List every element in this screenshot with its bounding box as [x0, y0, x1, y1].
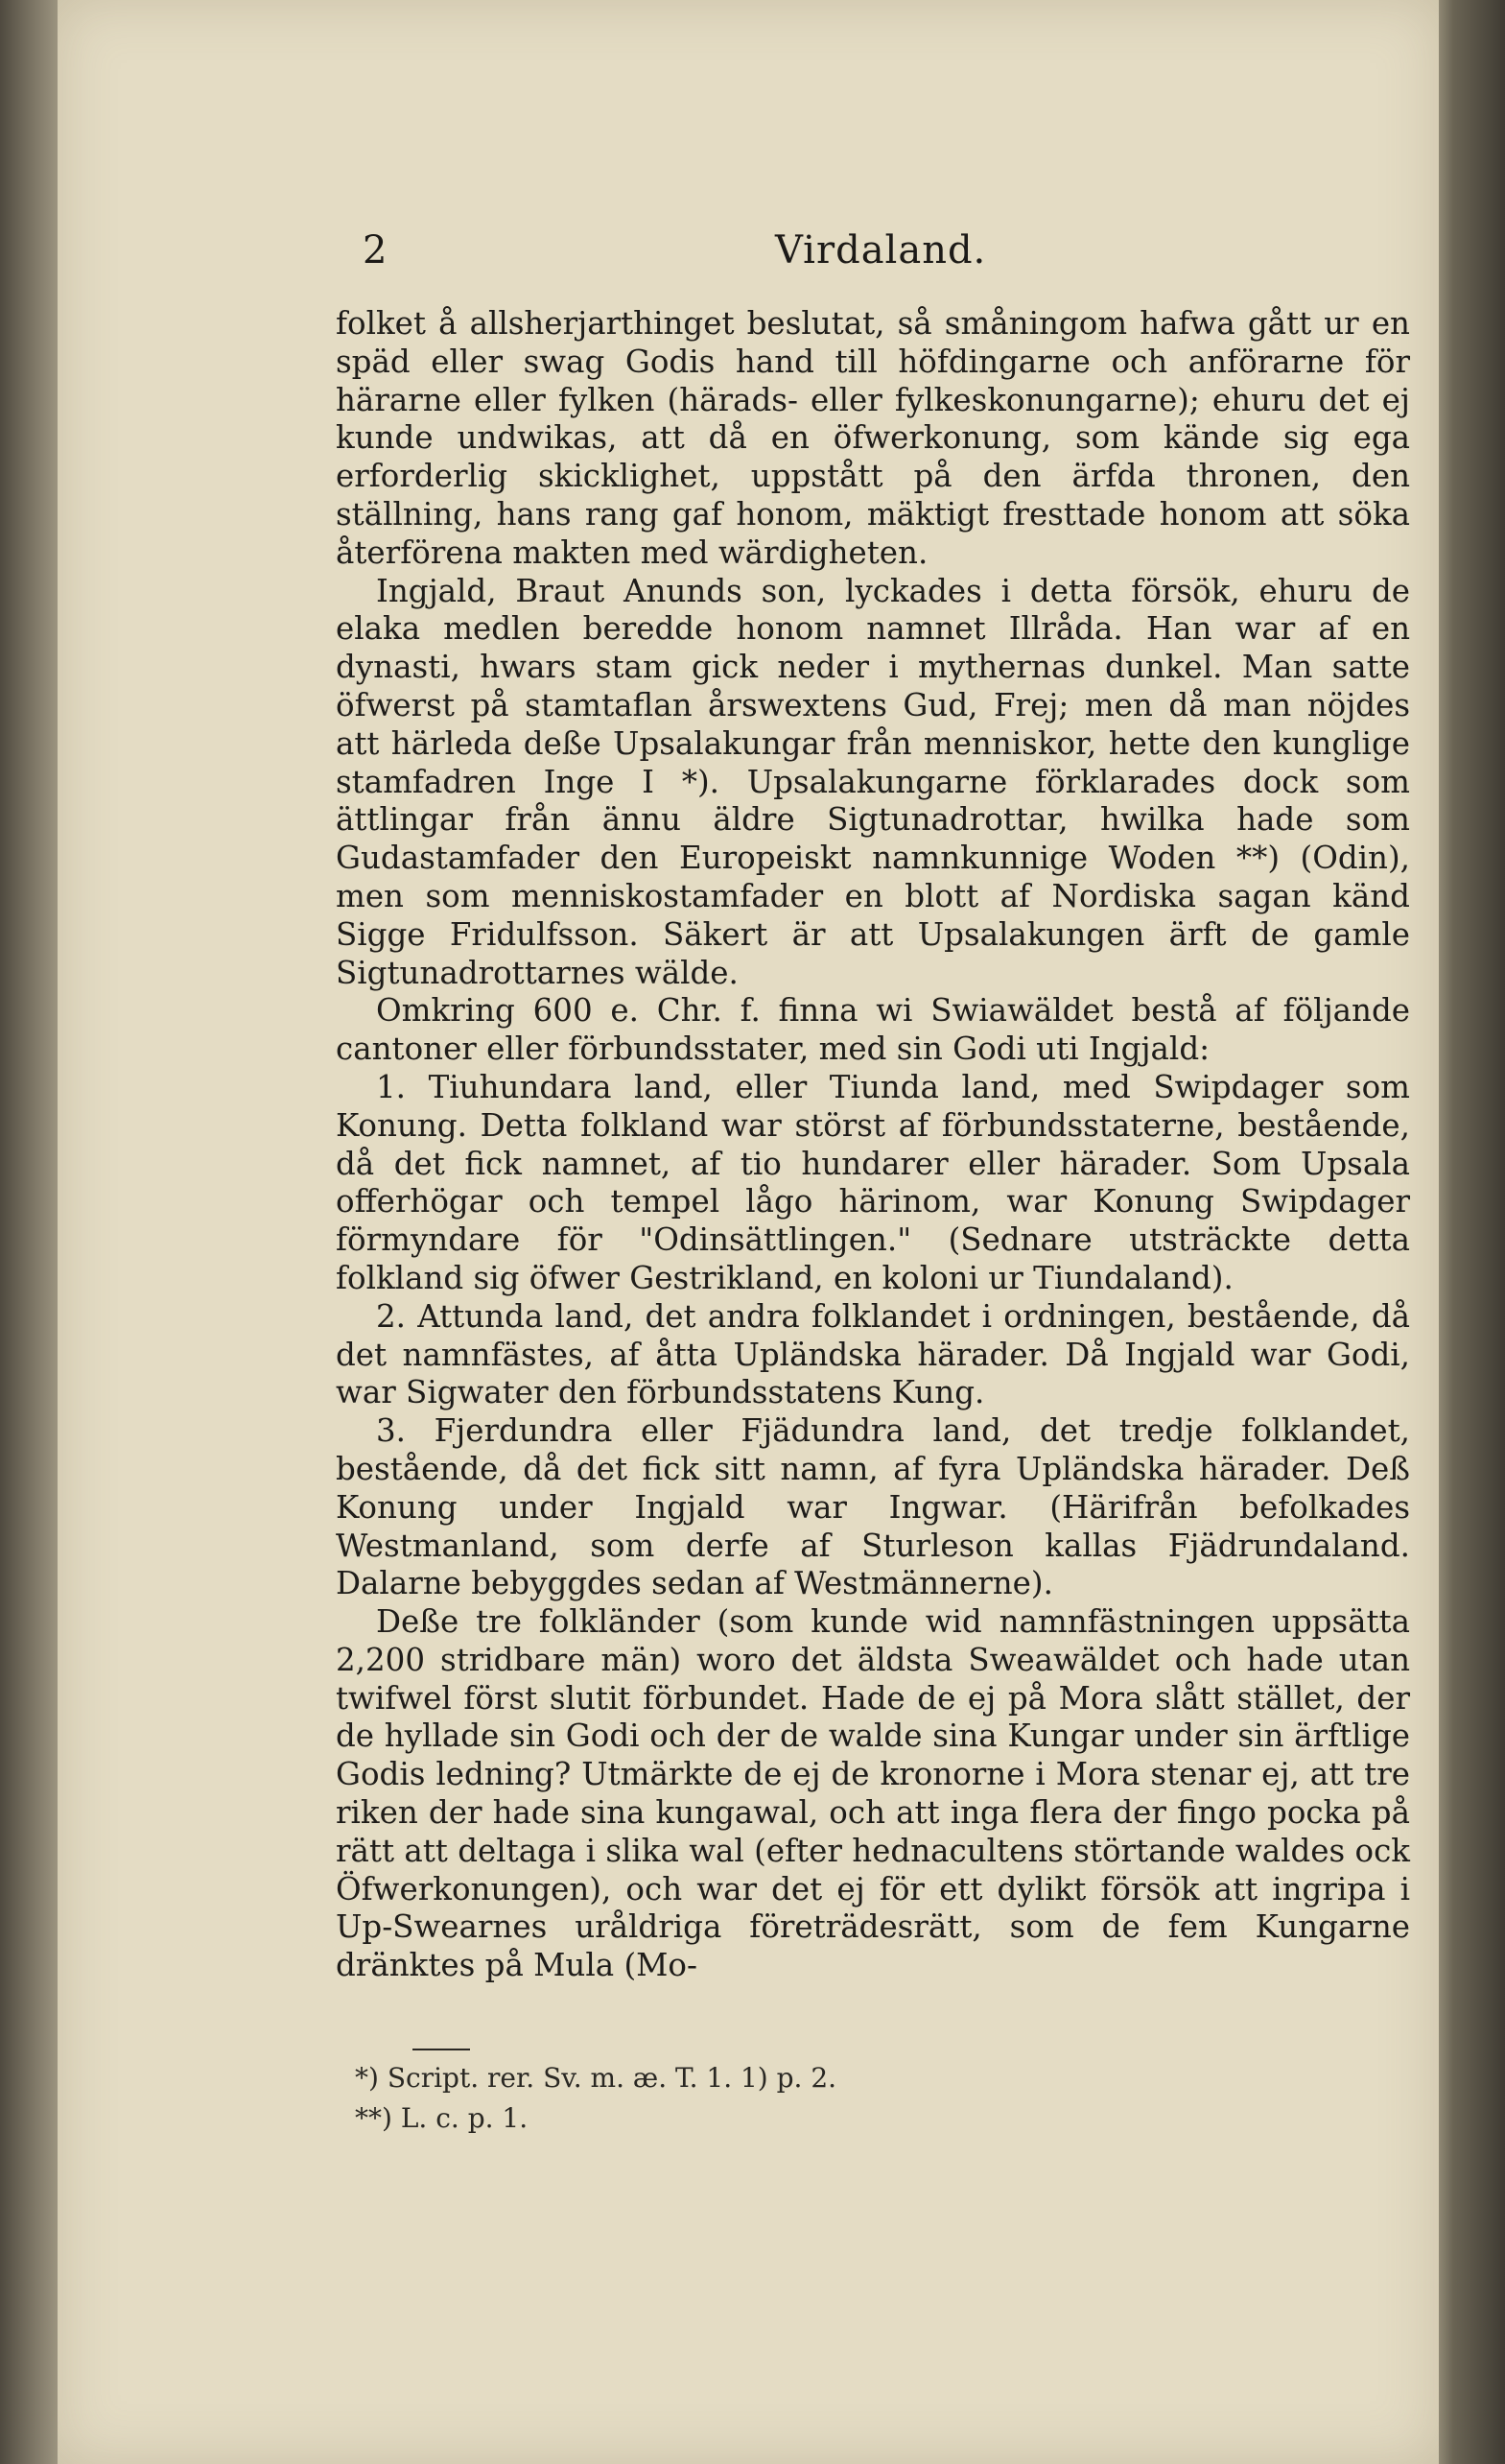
paragraph-attundaland: 2. Attunda land, det andra folklandet i ordningen, bestående, då det namnfästes, af åtta Upländska härader. Då Ingjald war Godi, war Sigwater den förbundsstatens Kung.	[336, 1297, 1410, 1411]
paragraph-swiawaldet: Omkring 600 e. Chr. f. finna wi Swiawäldet bestå af följande cantoner eller förbundsstater, med sin Godi uti Ingjald:	[336, 992, 1410, 1068]
footnotes	[355, 2058, 1218, 2139]
body-text	[336, 305, 1410, 1985]
page-header	[305, 228, 1408, 286]
paragraph-tiundaland: 1. Tiuhundara land, eller Tiunda land, med Swipdager som Konung. Detta folkland war störst af förbundsstaterne, bestående, då det fick namnet, af tio hundarer eller härader. Som Upsala offerhögar och tempel lågo härinom, war Konung Swipdager förmyndare för "Odinsättlingen." (Sednare utsträckte detta folkland sig öfwer Gestrikland, en koloni ur Tiundaland).	[336, 1068, 1410, 1296]
running-title: Virdaland.	[775, 228, 987, 272]
paragraph-ingjald: Ingjald, Braut Anunds son, lyckades i detta försök, ehuru de elaka medlen beredde honom namnet Illråda. Han war af en dynasti, hwars stam gick neder i mythernas dunkel. Man satte öfwerst på stamtaflan årswextens Gud, Frej; men då man nöjdes att härleda deße Upsalakungar från menniskor, hette den kunglige stamfadren Inge I *). Upsalakungarne förklarades dock som ättlingar från ännu äldre Sigtunadrottar, hwilka hade som Gudastamfader den Europeiskt namnkunnige Woden **) (Odin), men som menniskostamfader en blott af Nordiska sagan känd Sigge Fridulfsson. Säkert är att Upsalakungen ärft de gamle Sigtunadrottarnes wälde.	[336, 572, 1410, 991]
page-number: 2	[363, 228, 388, 272]
footnote-rule	[412, 2049, 470, 2050]
paragraph-continuation: folket å allsherjarthinget beslutat, så småningom hafwa gått ur en späd eller swag Godis hand till höfdingarne och anförarne för härarne eller fylken (härads- eller fylkeskonungarne); ehuru det ej kunde undwikas, att då en öfwerkonung, som kände sig ega erforderlig skicklighet, uppstått på den ärfda thronen, den ställning, hans rang gaf honom, mäktigt fresttade honom att söka återförena makten med wärdigheten.	[336, 305, 1410, 571]
footnote: **) L. c. p. 1.	[355, 2102, 529, 2134]
paragraph-folklander: Deße tre folkländer (som kunde wid namnfästningen uppsätta 2,200 stridbare män) woro det äldsta Sweawäldet och hade utan twifwel först slutit förbundet. Hade de ej på Mora slått stället, der de hyllade sin Godi och der de walde sina Kungar under sin ärftlige Godis ledning? Utmärkte de ej de kronorne i Mora stenar ej, att tre riken der hade sina kungawal, och att inga flera der fingo pocka på rätt att deltaga i slika wal (efter hednacultens störtande waldes ock Öfwerkonungen), och war det ej för ett dylikt försök att ingripa i Up-Swearnes uråldriga företrädesrätt, som de fem Kungarne dränktes på Mula (Mo-	[336, 1603, 1410, 1984]
paragraph-fjadrundaland: 3. Fjerdundra eller Fjädundra land, det tredje folklandet, bestående, då det fick sitt namn, af fyra Upländska härader. Deß Konung under Ingjald war Ingwar. (Härifrån befolkades Westmanland, som derfe af Sturleson kallas Fjädrundaland. Dalarne bebyggdes sedan af Westmännerne).	[336, 1412, 1410, 1602]
footnote: *) Script. rer. Sv. m. æ. T. 1. 1) p. 2.	[355, 2062, 837, 2094]
